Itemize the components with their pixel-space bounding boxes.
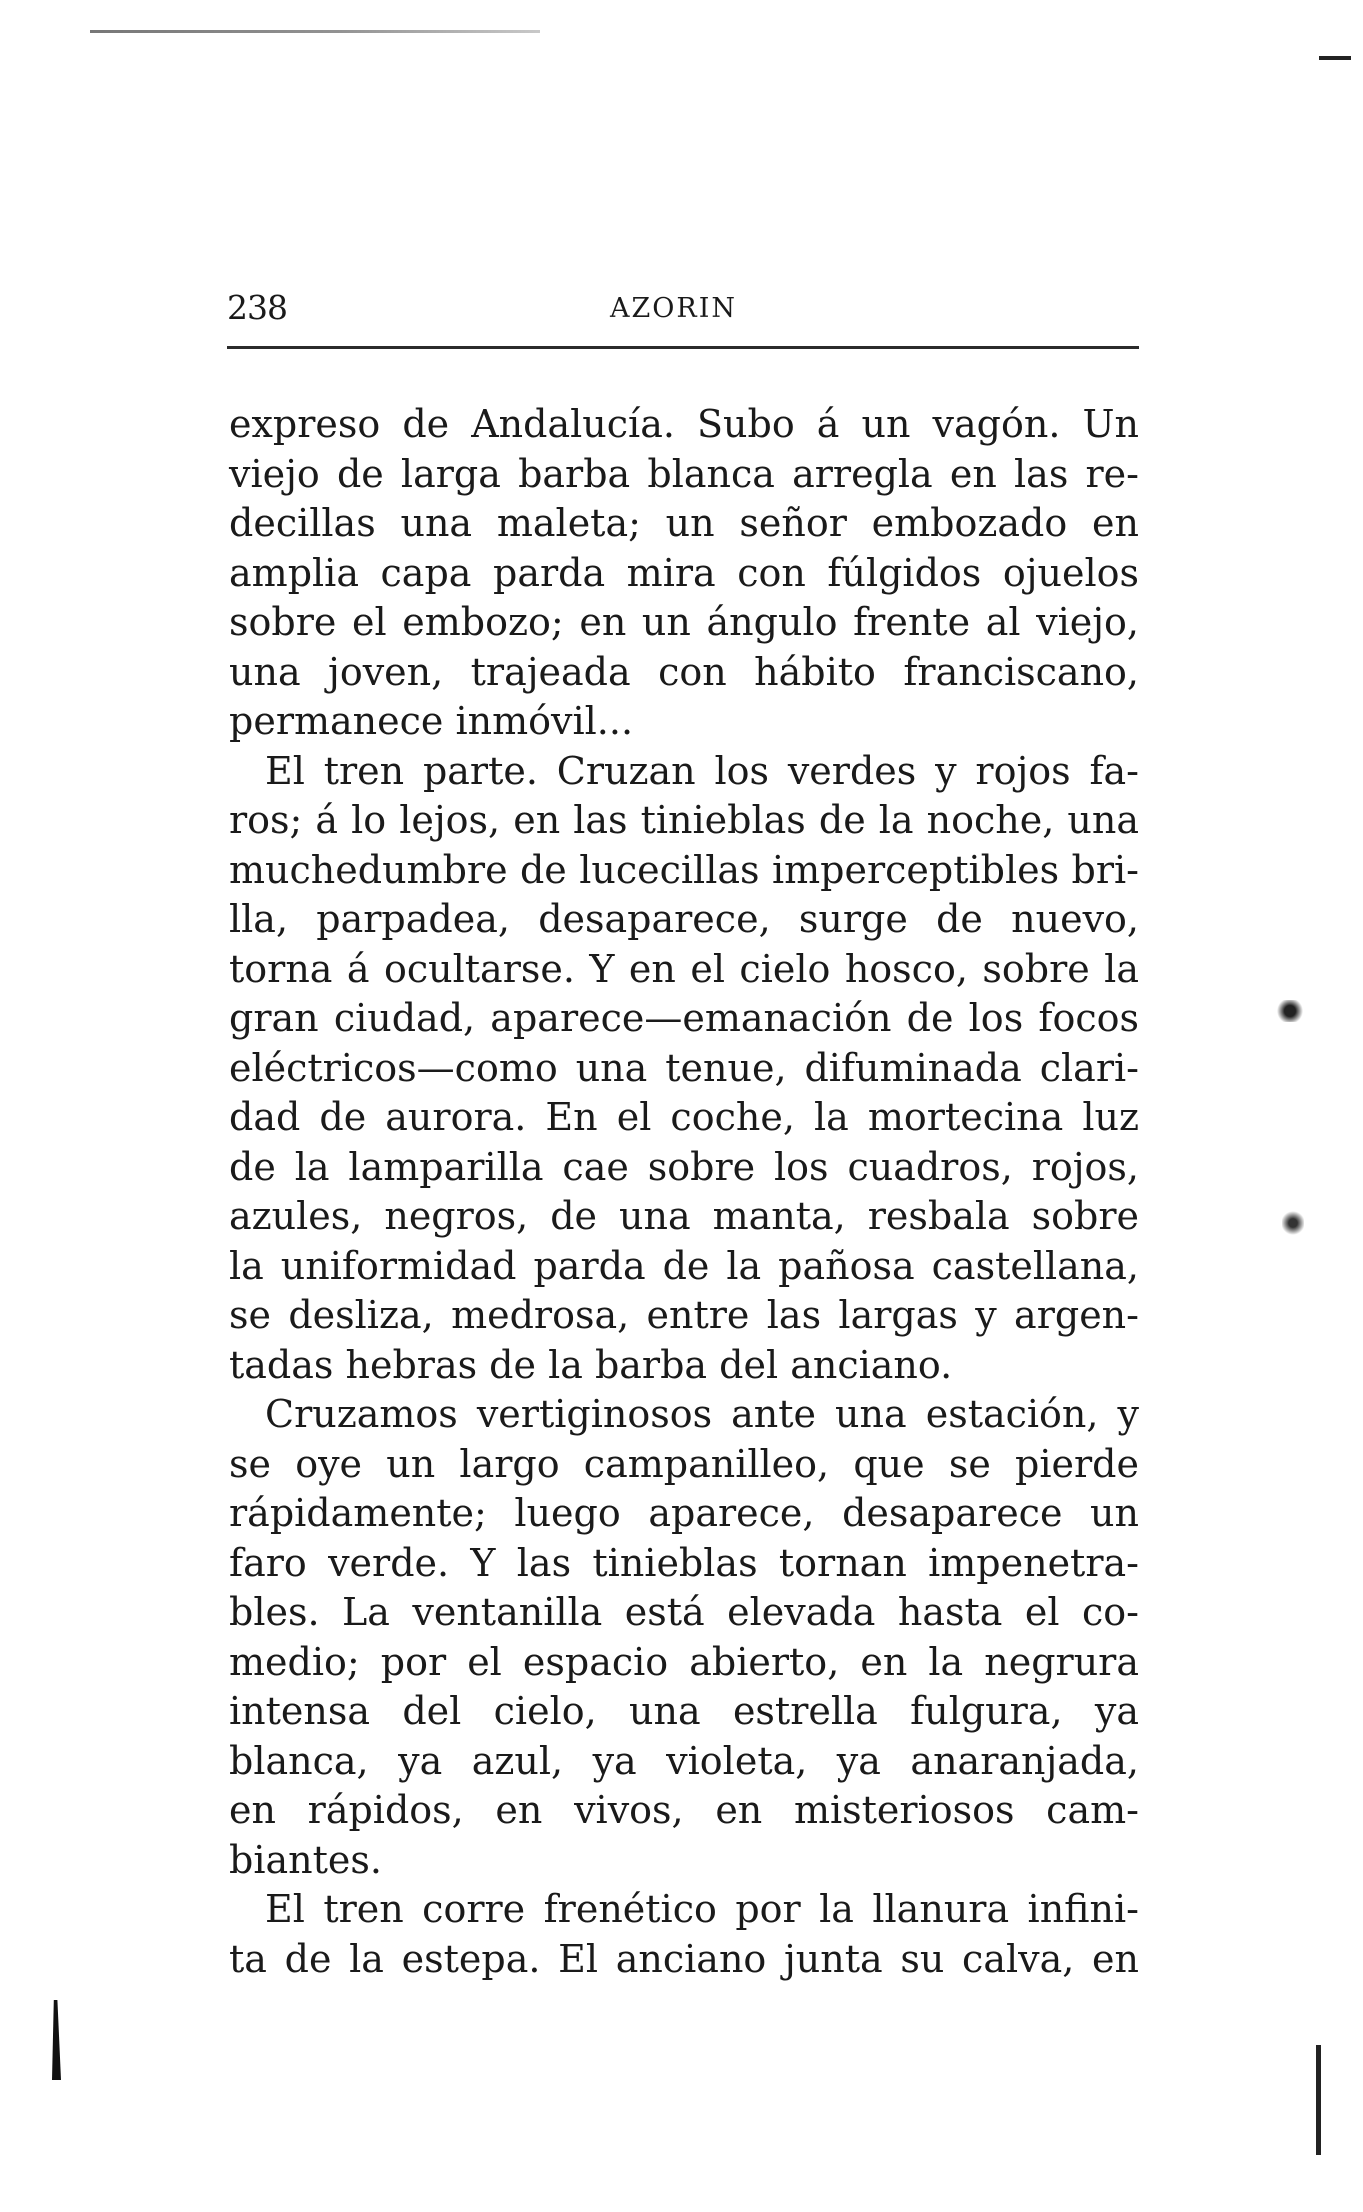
text-line: sobre el embozo; en un ángulo frente al viejo, — [229, 600, 1139, 644]
text-line: medio; por el espacio abierto, en la negrura — [229, 1639, 1139, 1684]
text-line: decillas una maleta; un señor embozado en — [229, 501, 1139, 545]
text-line: de la lamparilla cae sobre los cuadros, rojos, — [229, 1144, 1139, 1189]
text-line: en rápidos, en vivos, en misteriosos cam- — [229, 1788, 1139, 1832]
text-line: se oye un largo campanilleo, que se pierde — [229, 1441, 1139, 1486]
text-line: El tren corre frenético por la llanura infini- — [265, 1887, 1139, 1931]
text-line: biantes. — [229, 1837, 382, 1882]
text-line: tadas hebras de la barba del anciano. — [229, 1342, 953, 1387]
page-number: 238 — [227, 288, 287, 327]
text-line: blanca, ya azul, ya violeta, ya anaranjada, — [229, 1738, 1139, 1783]
text-line: intensa del cielo, una estrella fulgura, ya — [229, 1689, 1139, 1733]
scan-artifact-top-line — [90, 30, 540, 33]
text-line: torna á ocultarse. Y en el cielo hosco, sobre la — [229, 946, 1139, 991]
text-line: El tren parte. Cruzan los verdes y rojos fa- — [265, 748, 1139, 793]
text-line: faro verde. Y las tinieblas tornan impenetra- — [229, 1540, 1139, 1585]
text-line: una joven, trajeada con hábito franciscano, — [229, 649, 1139, 694]
text-line: ta de la estepa. El anciano junta su calva, en — [229, 1936, 1139, 1981]
text-line: la uniformidad parda de la pañosa castellana, — [229, 1243, 1139, 1288]
text-line: azules, negros, de una manta, resbala sobre — [229, 1194, 1139, 1238]
text-line: ros; á lo lejos, en las tinieblas de la noche, una — [229, 798, 1139, 842]
text-line: amplia capa parda mira con fúlgidos ojuelos — [229, 550, 1139, 595]
text-line: Cruzamos vertiginosos ante una estación, y — [265, 1392, 1139, 1436]
text-line: eléctricos—como una tenue, difuminada clari- — [229, 1045, 1139, 1090]
scan-artifact-right-mark — [1316, 2045, 1321, 2155]
scan-artifact-speck — [1282, 1210, 1304, 1236]
scan-artifact-speck — [1275, 1000, 1305, 1022]
text-line: gran ciudad, aparece—emanación de los focos — [229, 996, 1139, 1040]
body-text — [229, 400, 1139, 1984]
scan-artifact-left-mark — [52, 2000, 61, 2080]
text-line: se desliza, medrosa, entre las largas y argen- — [229, 1293, 1139, 1337]
header-rule — [227, 346, 1139, 349]
text-line: permanece inmóvil... — [229, 699, 634, 743]
running-title: AZORIN — [610, 293, 738, 324]
text-line: bles. La ventanilla está elevada hasta el co- — [229, 1590, 1139, 1634]
scan-artifact-corner-mark — [1319, 56, 1351, 60]
text-line: rápidamente; luego aparece, desaparece un — [229, 1491, 1139, 1535]
text-line: viejo de larga barba blanca arregla en las re- — [229, 451, 1139, 496]
text-line: expreso de Andalucía. Subo á un vagón. Un — [229, 402, 1139, 446]
running-head — [227, 288, 1139, 344]
text-line: dad de aurora. En el coche, la mortecina luz — [229, 1095, 1139, 1139]
text-line: muchedumbre de lucecillas imperceptibles bri- — [229, 847, 1139, 892]
text-line: lla, parpadea, desaparece, surge de nuevo, — [229, 897, 1139, 941]
